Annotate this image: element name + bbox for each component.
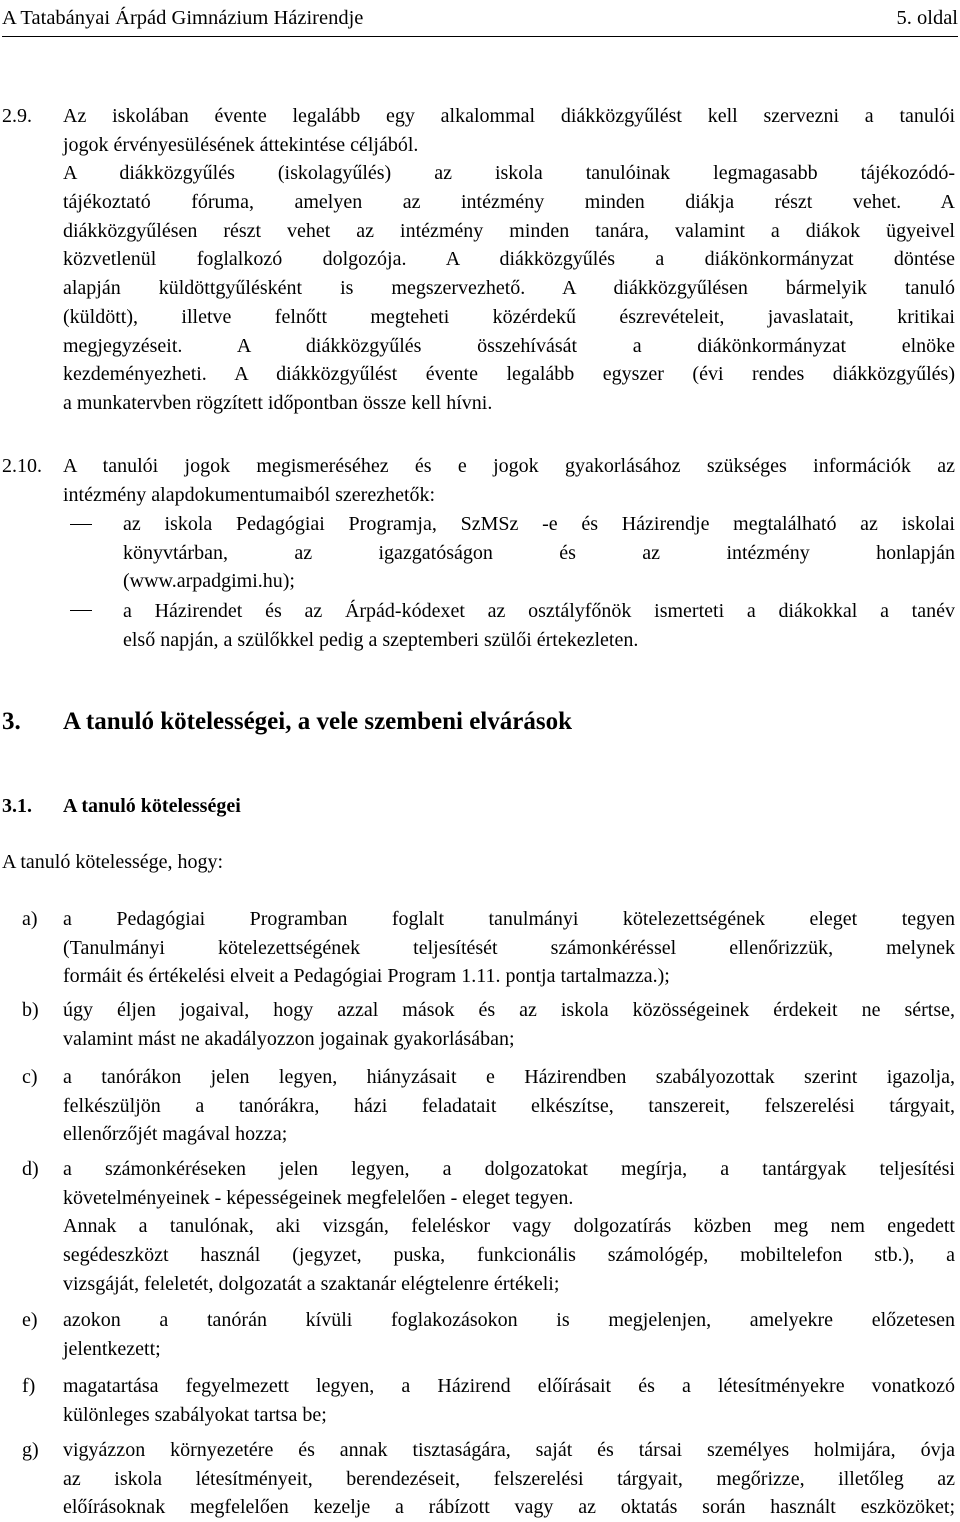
chapter-title: A tanuló kötelességei, a vele szembeni elvárások	[63, 708, 572, 735]
section-2-10-text	[63, 452, 955, 509]
text-line: felkészüljön a tanórákra, házi feladatait elkészítse, tanszereit, felszerelési tárgyait,	[63, 1094, 955, 1117]
text-line: (Tanulmányi kötelezettségének teljesítését számonkéréssel ellenőrizzük, melynek	[63, 936, 955, 959]
text-line: A diákközgyűlés (iskolagyűlés) az iskola tanulóinak legmagasabb tájékozódó-	[63, 162, 955, 185]
list-label: f)	[22, 1375, 36, 1397]
list-label: e)	[22, 1309, 38, 1331]
text-line: úgy éljen jogaival, hogy azzal mások és az iskola közösségeinek érdekeit ne sértse,	[63, 999, 955, 1021]
text-line: előírásoknak megfelelően kezelje a rábízott vagy az oktatás során használt eszközöket;	[63, 1496, 955, 1519]
list-label: a)	[22, 908, 38, 930]
text-line: alapján küldöttgyűlésként is megszervezhető. A diákközgyűlésen bármelyik tanuló	[63, 277, 955, 300]
text-line: (www.arpadgimi.hu);	[123, 570, 295, 593]
list-label: g)	[22, 1439, 39, 1461]
page-header	[2, 4, 958, 32]
text-line: követelményeinek - képességeinek megfelelően - eleget tegyen.	[63, 1186, 574, 1209]
text-line: ellenőrzőjét magával hozza;	[63, 1123, 288, 1146]
section-number-2-10: 2.10.	[2, 455, 42, 477]
bullet-dash	[70, 524, 92, 525]
chapter-number: 3.	[2, 708, 21, 735]
list-label: b)	[22, 999, 39, 1021]
text-line: A tanulói jogok megismeréséhez és e jogok gyakorlásához szükséges információk az	[63, 455, 955, 477]
section-2-9-text	[63, 102, 955, 418]
text-line: közvetlenül foglalkozó dolgozója. A diákközgyűlés a diákönkormányzat döntése	[63, 248, 955, 271]
text-line: a munkatervben rögzített időpontban össze kell hívni.	[63, 391, 493, 414]
text-line: megjegyzéseit. A diákközgyűlés összehívását a diákönkormányzat elnöke	[63, 334, 955, 357]
text-line: intézmény alapdokumentumaiból szerezhetők:	[63, 483, 436, 506]
obligations-intro: A tanuló kötelessége, hogy:	[2, 851, 224, 873]
obligation-item-c	[63, 1063, 955, 1149]
obligation-item-g	[63, 1436, 955, 1522]
bullet-item	[123, 597, 955, 654]
text-line: azokon a tanórán kívüli foglakozásokon is megjelenjen, amelyekre előzetesen	[63, 1309, 955, 1331]
bullet-dash	[70, 610, 92, 611]
text-line: diákközgyűlésen részt vehet az intézmény minden tanára, valamint a diákok ügyeivel	[63, 219, 955, 242]
text-line: a Pedagógiai Programban foglalt tanulmányi kötelezettségének eleget tegyen	[63, 908, 955, 930]
list-label: d)	[22, 1158, 39, 1180]
document-title: A Tatabányai Árpád Gimnázium Házirendje	[2, 7, 364, 29]
obligation-item-f	[63, 1372, 955, 1429]
obligation-item-d	[63, 1155, 955, 1298]
bullet-item	[123, 510, 955, 596]
text-line: az iskola Pedagógiai Programja, SzMSz -e és Házirendje megtalálható az iskolai	[123, 513, 955, 535]
text-line: kezdeményezheti. A diákközgyűlést évente legalább egyszer (évi rendes diákközgyűlés)	[63, 363, 955, 386]
text-line: (küldött), illetve felnőtt megteheti közérdekű észrevételeit, javaslatait, kritikai	[63, 305, 955, 328]
obligation-item-b	[63, 996, 955, 1053]
text-line: vizsgáját, feleletét, dolgozatát a szaktanár elégtelenre értékeli;	[63, 1272, 560, 1295]
header-divider	[2, 36, 958, 37]
obligation-item-e	[63, 1306, 955, 1363]
page-number: 5. oldal	[896, 7, 958, 29]
text-line: Az iskolában évente legalább egy alkalommal diákközgyűlést kell szervezni a tanulói	[63, 105, 955, 127]
text-line: a Házirendet és az Árpád-kódexet az osztályfőnök ismerteti a diákokkal a tanév	[123, 600, 955, 622]
obligation-item-a	[63, 905, 955, 991]
text-line: a számonkéréseken jelen legyen, a dolgozatokat megírja, a tantárgyak teljesítési	[63, 1158, 955, 1180]
text-line: tájékoztató fóruma, amelyen az intézmény minden diákja részt vehet. A	[63, 191, 955, 214]
text-line: a tanórákon jelen legyen, hiányzásait e Házirendben szabályozottak szerint igazolja,	[63, 1066, 955, 1088]
text-line: első napján, a szülőkkel pedig a szeptemberi szülői értekezleten.	[123, 628, 639, 651]
section-number-3-1: 3.1.	[2, 795, 32, 817]
text-line: könyvtárban, az igazgatóságon és az intézmény honlapján	[123, 541, 955, 564]
text-line: segédeszközt használ (jegyzet, puska, funkcionális számológép, mobiltelefon stb.), a	[63, 1244, 955, 1267]
text-line: valamint mást ne akadályozzon jogainak gyakorlásában;	[63, 1027, 515, 1050]
text-line: jogok érvényesülésének áttekintése céljából.	[63, 133, 419, 156]
list-label: c)	[22, 1066, 38, 1088]
text-line: az iskola létesítményeit, berendezéseit, felszerelési tárgyait, megőrizze, illetőleg az	[63, 1467, 955, 1490]
text-line: magatartása fegyelmezett legyen, a Házirend előírásait és a létesítményekre vonatkozó	[63, 1375, 955, 1397]
section-number-2-9: 2.9.	[2, 105, 32, 127]
text-line: formáit és értékelési elveit a Pedagógiai Program 1.11. pontja tartalmazza.);	[63, 965, 670, 988]
section-title-3-1: A tanuló kötelességei	[63, 795, 241, 817]
text-line: jelentkezett;	[63, 1337, 161, 1360]
text-line: különleges szabályokat tartsa be;	[63, 1403, 327, 1426]
text-line: vigyázzon környezetére és annak tisztaságára, saját és társai személyes holmijára, óvja	[63, 1439, 955, 1461]
text-line: Annak a tanulónak, aki vizsgán, feleléskor vagy dolgozatírás közben meg nem engedett	[63, 1215, 955, 1238]
